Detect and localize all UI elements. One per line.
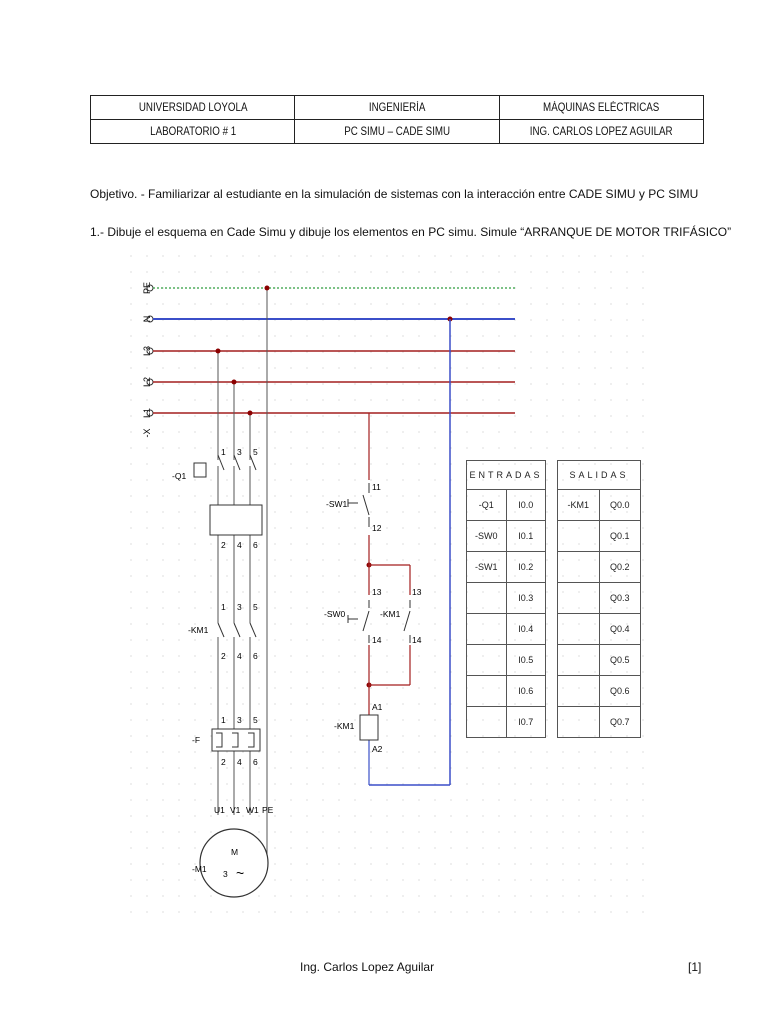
motor-term-v1: V1 — [230, 805, 241, 815]
header-row-2 — [91, 120, 704, 144]
km1-aux-label: -KM1 — [380, 609, 401, 619]
entradas-address: I0.7 — [506, 707, 546, 738]
motor-term-pe: PE — [262, 805, 274, 815]
salidas-device: -KM1 — [558, 490, 600, 521]
entradas-address: I0.0 — [506, 490, 546, 521]
entradas-address: I0.3 — [506, 583, 546, 614]
salidas-table — [557, 460, 641, 738]
km1-term-1: 1 — [221, 602, 226, 612]
salidas-address: Q0.4 — [599, 614, 641, 645]
coil-label: -KM1 — [334, 721, 355, 731]
entradas-device — [467, 707, 507, 738]
table-row — [467, 707, 546, 738]
salidas-device — [558, 676, 600, 707]
entradas-address: I0.2 — [506, 552, 546, 583]
table-row — [467, 490, 546, 521]
header-course: MÁQUINAS ELÉCTRICAS — [514, 96, 688, 120]
salidas-address: Q0.3 — [599, 583, 641, 614]
table-row — [558, 521, 641, 552]
objective-text: Objetivo. - Familiarizar al estudiante en la simulación de sistemas con la interacción entre CADE SIMU y PC SIMU — [90, 187, 699, 201]
f-label: -F — [192, 735, 201, 745]
sw1-term-12: 12 — [372, 523, 382, 533]
entradas-device: -SW0 — [467, 521, 507, 552]
header-row-1 — [91, 96, 704, 120]
km1-term-6: 6 — [253, 651, 258, 661]
header-table — [90, 95, 704, 144]
table-row — [558, 645, 641, 676]
motor-ac: ~ — [236, 865, 245, 881]
sw1-term-11: 11 — [372, 482, 381, 492]
table-row — [467, 521, 546, 552]
motor-letter: M — [231, 847, 239, 857]
table-row — [558, 552, 641, 583]
entradas-header-row — [467, 461, 546, 490]
f-term-3: 3 — [237, 715, 242, 725]
bus-label-l3: L3 — [142, 345, 152, 357]
q1-term-4: 4 — [237, 540, 242, 550]
coil-term-a1: A1 — [372, 702, 383, 712]
salidas-address: Q0.7 — [599, 707, 641, 738]
salidas-header-row — [558, 461, 641, 490]
bus-label-n: N — [142, 315, 152, 323]
coil-term-a2: A2 — [372, 744, 383, 754]
header-teacher: ING. CARLOS LOPEZ AGUILAR — [514, 120, 688, 144]
km1-aux-term-13: 13 — [412, 587, 422, 597]
motor-term-u1: U1 — [214, 805, 225, 815]
motor-phases: 3 — [223, 869, 228, 879]
sw0-term-14: 14 — [372, 635, 382, 645]
salidas-address: Q0.5 — [599, 645, 641, 676]
q1-term-2: 2 — [221, 540, 226, 550]
table-row — [558, 583, 641, 614]
f-term-6: 6 — [253, 757, 258, 767]
sw1-label: -SW1 — [326, 499, 348, 509]
table-row — [558, 490, 641, 521]
entradas-device — [467, 645, 507, 676]
bus-label-pe: PE — [142, 281, 152, 295]
salidas-device — [558, 645, 600, 676]
entradas-address: I0.1 — [506, 521, 546, 552]
table-row — [467, 645, 546, 676]
entradas-device — [467, 614, 507, 645]
q1-term-3: 3 — [237, 447, 242, 457]
salidas-title: SALIDAS — [558, 461, 641, 490]
header-faculty: INGENIERÍA — [310, 96, 484, 120]
q1-label: -Q1 — [172, 471, 187, 481]
salidas-address: Q0.1 — [599, 521, 641, 552]
f-term-4: 4 — [237, 757, 242, 767]
table-row — [558, 614, 641, 645]
footer-author: Ing. Carlos Lopez Aguilar — [300, 960, 435, 974]
entradas-device — [467, 676, 507, 707]
km1-main-label: -KM1 — [188, 625, 209, 635]
f-term-5: 5 — [253, 715, 258, 725]
table-row — [558, 707, 641, 738]
km1-term-5: 5 — [253, 602, 258, 612]
q1-term-6: 6 — [253, 540, 258, 550]
salidas-device — [558, 707, 600, 738]
km1-aux-term-14: 14 — [412, 635, 422, 645]
bus-label-l1: L1 — [142, 407, 152, 419]
entradas-table — [466, 460, 546, 738]
page-number: [1] — [688, 960, 702, 974]
salidas-address: Q0.0 — [599, 490, 641, 521]
header-topic: PC SIMU – CADE SIMU — [310, 120, 484, 144]
q1-term-1: 1 — [221, 447, 226, 457]
entradas-device — [467, 583, 507, 614]
entradas-address: I0.4 — [506, 614, 546, 645]
header-lab: LABORATORIO # 1 — [106, 120, 280, 144]
salidas-device — [558, 521, 600, 552]
salidas-device — [558, 583, 600, 614]
table-row — [558, 676, 641, 707]
bus-prefix-x: -X — [142, 428, 152, 438]
salidas-address: Q0.6 — [599, 676, 641, 707]
motor-label: -M1 — [192, 864, 207, 874]
table-row — [467, 676, 546, 707]
sw0-label: -SW0 — [324, 609, 346, 619]
q1-term-5: 5 — [253, 447, 258, 457]
f-term-1: 1 — [221, 715, 226, 725]
km1-term-3: 3 — [237, 602, 242, 612]
sw0-term-13: 13 — [372, 587, 382, 597]
motor-term-w1: W1 — [246, 805, 259, 815]
table-row — [467, 583, 546, 614]
bus-label-l2: L2 — [142, 376, 152, 388]
km1-term-4: 4 — [237, 651, 242, 661]
entradas-address: I0.6 — [506, 676, 546, 707]
f-term-2: 2 — [221, 757, 226, 767]
salidas-device — [558, 552, 600, 583]
table-row — [467, 614, 546, 645]
table-row — [467, 552, 546, 583]
task-text: 1.- Dibuje el esquema en Cade Simu y dibuje los elementos en PC simu. Simule “ARRANQUE DE MOTOR TRIFÁSICO” — [90, 225, 732, 239]
entradas-device: -Q1 — [467, 490, 507, 521]
salidas-device — [558, 614, 600, 645]
salidas-address: Q0.2 — [599, 552, 641, 583]
entradas-device: -SW1 — [467, 552, 507, 583]
entradas-address: I0.5 — [506, 645, 546, 676]
km1-term-2: 2 — [221, 651, 226, 661]
entradas-title: ENTRADAS — [467, 461, 546, 490]
header-university: UNIVERSIDAD LOYOLA — [106, 96, 280, 120]
